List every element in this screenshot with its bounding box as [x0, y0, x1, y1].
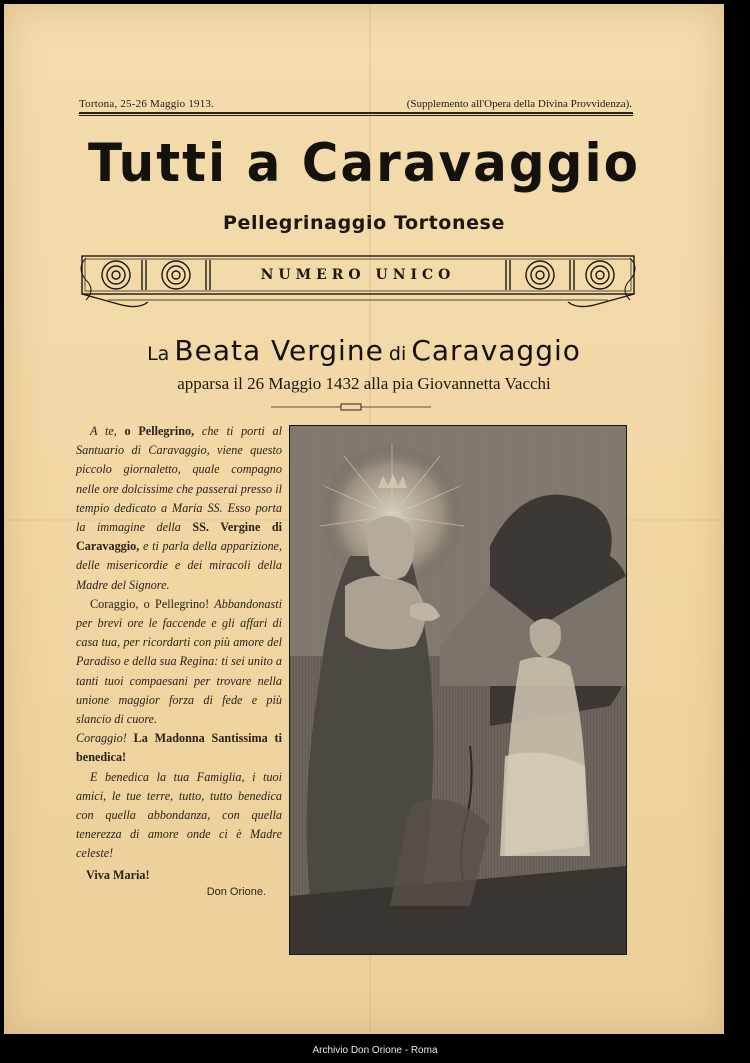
- heading-caravaggio: Caravaggio: [411, 334, 581, 367]
- header-rule-thin: [79, 115, 633, 116]
- header-place-date: Tortona, 25-26 Maggio 1913.: [79, 98, 215, 110]
- divider-ornament: [271, 401, 431, 413]
- article-subheading: apparsa il 26 Maggio 1432 alla pia Giovannetta Vacchi: [177, 374, 551, 393]
- header-supplement: (Supplemento all'Opera della Divina Provvidenza).: [406, 98, 632, 110]
- numero-unico-banner: [78, 252, 638, 314]
- masthead-title: Tutti a Caravaggio: [88, 132, 640, 194]
- closing-viva-maria: Viva Maria!: [86, 867, 150, 882]
- paragraph-1: A te, o Pellegrino, che ti porti al Santuario di Caravaggio, viene questo piccolo giornaletto, quale compagno nelle ore dolcissime che passerai presso il tempio dedicato a Maria SS. Esso porta la immagine della SS. Vergine di Caravaggio, e ti parla della apparizione, delle misericordie e dei miracoli della Madre del Signore.: [76, 424, 283, 592]
- banner-text: NUMERO UNICO: [260, 267, 456, 283]
- banner-ornament: [78, 252, 638, 314]
- signature: Don Orione.: [206, 885, 266, 898]
- masthead-subtitle: Pellegrinaggio Tortonese: [223, 212, 505, 234]
- scan-border: [724, 0, 750, 1063]
- header-rule: [79, 112, 633, 114]
- article-heading: [4, 334, 724, 367]
- article-text-column: [76, 422, 282, 902]
- archive-footer: Archivio Don Orione - Roma: [312, 1045, 438, 1056]
- heading-la: La: [147, 343, 170, 365]
- paragraph-4: E benedica la tua Famiglia, i tuoi amici, le tue terre, tutto, tutto benedica con quella abbondanza, con quella tenerezza di amore onde ci è Madre celeste!: [76, 769, 282, 861]
- paragraph-3: Coraggio! La Madonna Santissima ti benedica!: [76, 731, 282, 765]
- heading-beata-vergine: Beata Vergine: [174, 334, 384, 367]
- heading-di: di: [388, 343, 407, 365]
- newspaper-page: [4, 4, 724, 1034]
- engraving-apparition-image: [289, 425, 627, 955]
- paragraph-2: Coraggio, o Pellegrino! Abbandonasti per brevi ore le faccende e gli affari di casa tua, per ricordarti con più amore del Paradiso e della sua Regina: ti sei unito a tanti tuoi compaesani per trovare nella unione maggior forza di fede e più slancio di cuore.: [76, 596, 282, 727]
- engraving-illustration: [290, 426, 626, 954]
